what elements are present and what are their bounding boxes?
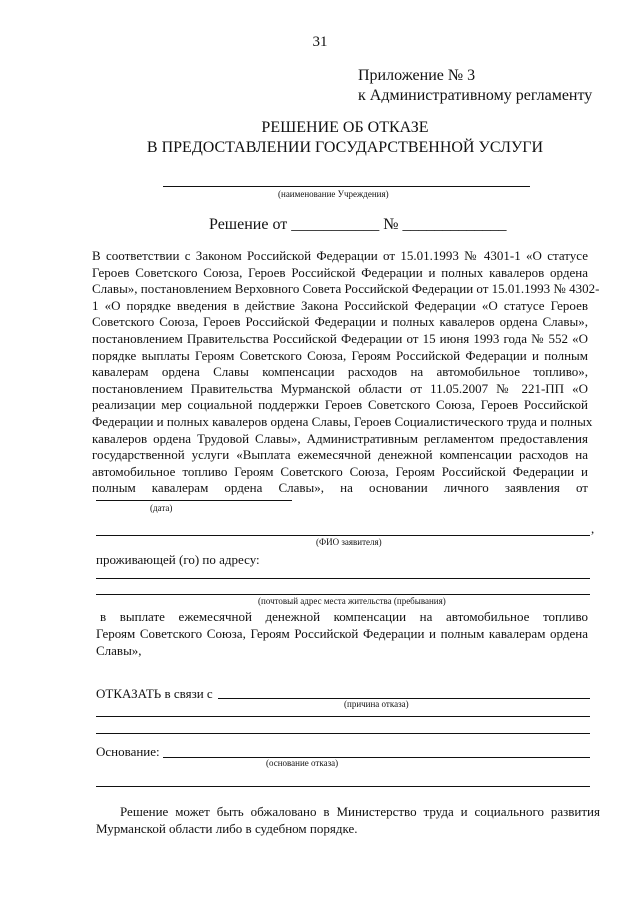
address-line-1 xyxy=(96,578,590,579)
reason-line-3 xyxy=(96,733,590,734)
date-line xyxy=(96,500,292,501)
denial-line: Славы», xyxy=(96,642,142,658)
page-number: 31 xyxy=(312,34,328,50)
body-line: автомобильное топливо Героям Советского Союза, Героям Российской Федерации и xyxy=(92,463,588,479)
basis-label: Основание: xyxy=(96,744,160,759)
residing-label: проживающей (го) по адресу: xyxy=(96,552,260,567)
title-line-2: В ПРЕДОСТАВЛЕНИИ ГОСУДАРСТВЕННОЙ УСЛУГИ xyxy=(146,139,544,156)
body-line: кавалеров ордена Трудовой Славы», Административным регламентом предоставления xyxy=(92,430,588,446)
address-line-2 xyxy=(96,594,590,595)
legal-basis-paragraph xyxy=(92,248,600,497)
basis-caption: (основание отказа) xyxy=(266,758,339,768)
basis-line xyxy=(163,757,590,758)
body-line: Героев Советского Союза, Героев Российской Федерации и полных кавалеров ордена xyxy=(92,264,588,280)
body-line: Советского Союза, Героев Российской Федерации и полных кавалеров ордена Славы», xyxy=(92,314,588,330)
title-line-1: РЕШЕНИЕ ОБ ОТКАЗЕ xyxy=(261,119,429,136)
appeal-line: Решение может быть обжаловано в Министерство труда и социального развития xyxy=(120,804,600,819)
appendix-reference: к Административному регламенту xyxy=(358,87,593,104)
reason-caption: (причина отказа) xyxy=(344,699,409,709)
date-caption: (дата) xyxy=(150,503,173,513)
basis-line-2 xyxy=(96,786,590,787)
denial-paragraph xyxy=(96,609,588,659)
appeal-paragraph xyxy=(96,803,600,837)
body-line: полным кавалерам ордена Славы», на основании личного заявления от xyxy=(92,480,588,496)
body-line: постановлением Правительства Российской Федерации от 15 июня 1993 года № 552 «О xyxy=(92,330,588,346)
body-line: Славы», постановлением Верховного Совета Российской Федерации от 15.01.1993 № 4302- xyxy=(92,281,600,297)
body-line: реализации мер социальной поддержки Героев Советского Союза, Героев Российской xyxy=(92,397,588,413)
reason-line-2 xyxy=(96,716,590,717)
body-line: Федерации и полных кавалеров ордена Славы, Героев Социалистического труда и полных xyxy=(92,413,593,429)
denial-line: Героям Советского Союза, Героям Российской Федерации и полным кавалерам ордена xyxy=(96,625,588,641)
address-caption: (почтовый адрес места жительства (пребывания) xyxy=(258,596,446,606)
body-line: 1 «О порядке введения в действие Закона Российской Федерации «О статусе Героев xyxy=(92,297,588,313)
applicant-caption: (ФИО заявителя) xyxy=(316,537,382,547)
appendix-number: Приложение № 3 xyxy=(358,67,476,84)
body-line: государственной услуги «Выплата ежемесячной денежной компенсации расходов на xyxy=(92,447,588,463)
document-title xyxy=(0,118,640,158)
body-line: кавалерам ордена Славы компенсации расходов на автомобильное топливо», xyxy=(92,364,588,380)
applicant-name-line xyxy=(96,535,590,536)
body-line: порядке выплаты Героям Советского Союза, Героям Российской Федерации и полным xyxy=(92,347,588,363)
institution-name-line xyxy=(163,186,530,187)
appeal-line: Мурманской области либо в судебном порядке. xyxy=(96,821,358,836)
refuse-label: ОТКАЗАТЬ в связи с xyxy=(96,686,213,701)
denial-line: в выплате ежемесячной денежной компенсации на автомобильное топливо xyxy=(100,609,588,624)
applicant-comma: , xyxy=(591,521,595,536)
institution-caption: (наименование Учреждения) xyxy=(278,189,389,199)
appendix-header xyxy=(358,66,592,106)
body-line: В соответствии с Законом Российской Федерации от 15.01.1993 № 4301-1 «О статусе xyxy=(92,248,588,263)
body-line: постановлением Правительства Мурманской области от 11.05.2007 № 221-ПП «О xyxy=(92,380,588,396)
decision-date-number-line: Решение от ___________ № _____________ xyxy=(209,216,507,233)
